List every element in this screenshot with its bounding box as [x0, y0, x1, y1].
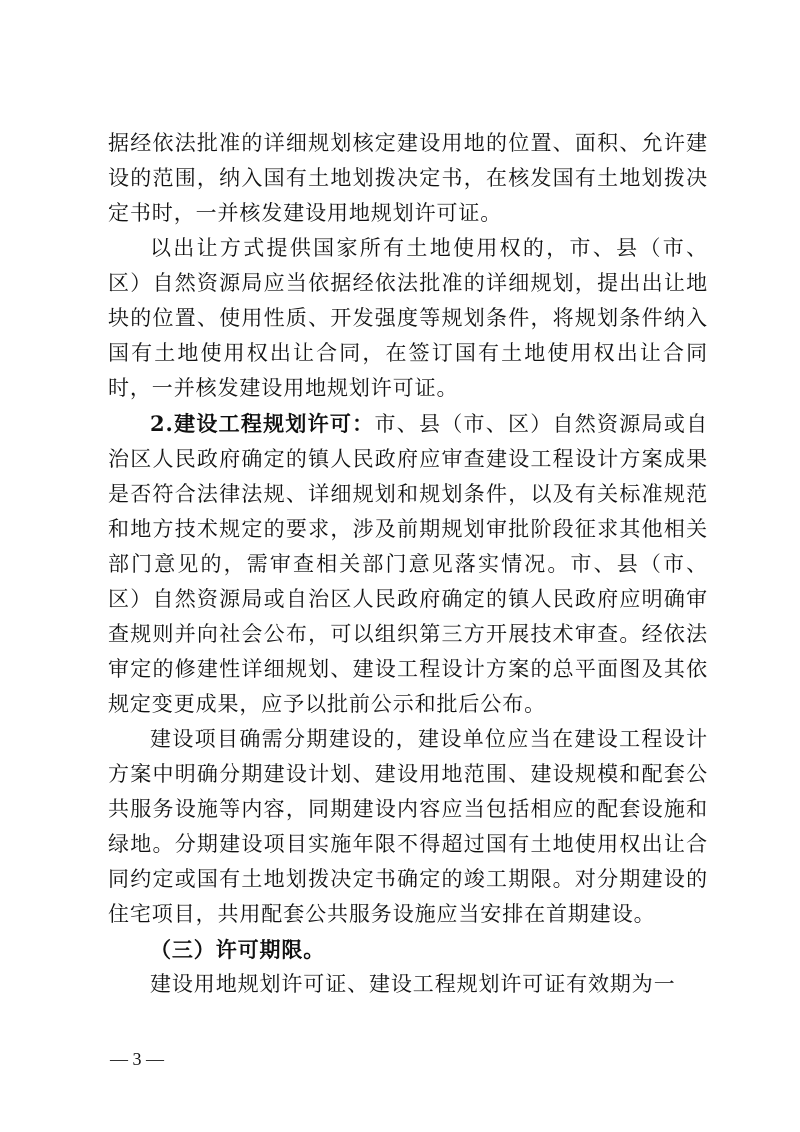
page-number: — 3 — — [110, 1049, 164, 1069]
section-heading-permit-period: （三）许可期限。 — [150, 937, 326, 962]
paragraph-permit-validity: 建设用地规划许可证、建设工程规划许可证有效期为一 — [150, 972, 676, 996]
paragraph-phased-construction: 建设项目确需分期建设的，建设单位应当在建设工程设计方案中明确分期建设计划、建设用地范围、建设规模和配套公共服务设施等内容，同期建设内容应当包括相应的配套设施和绿地。分期建设项目实施年限不得超过国有土地使用权出让合同约定或国有土地划拨决定书确定的竣工期限。对分期建设的住宅项目，共用配套公共服务设施应当安排在首期建设。 — [108, 727, 708, 926]
paragraph-construction-permit — [108, 406, 708, 722]
document-body — [108, 126, 708, 1002]
paragraph-land-allocation-continuation: 据经依法批准的详细规划核定建设用地的位置、面积、允许建设的范围，纳入国有土地划拨决定书，在核发国有土地划拨决定书时，一并核发建设用地规划许可证。 — [108, 131, 708, 225]
paragraph-land-transfer: 以出让方式提供国家所有土地使用权的，市、县（市、区）自然资源局应当依据经依法批准的详细规划，提出出让地块的位置、使用性质、开发强度等规划条件，将规划条件纳入国有土地使用权出让合同，在签订国有土地使用权出让合同时，一并核发建设用地规划许可证。 — [108, 236, 708, 400]
construction-permit-heading: 2.建设工程规划许可： — [150, 411, 375, 436]
construction-permit-body: 市、县（市、区）自然资源局或自治区人民政府确定的镇人民政府应审查建设工程设计方案成果是否符合法律法规、详细规划和规划条件，以及有关标准规范和地方技术规定的要求，涉及前期规划审批阶段征求其他相关部门意见的，需审查相关部门意见落实情况。市、县（市、区）自然资源局或自治区人民政府确定的镇人民政府应明确审查规则并向社会公布，可以组织第三方开展技术审查。经依法审定的修建性详细规划、建设工程设计方案的总平面图及其依规定变更成果，应予以批前公示和批后公布。 — [108, 412, 708, 716]
